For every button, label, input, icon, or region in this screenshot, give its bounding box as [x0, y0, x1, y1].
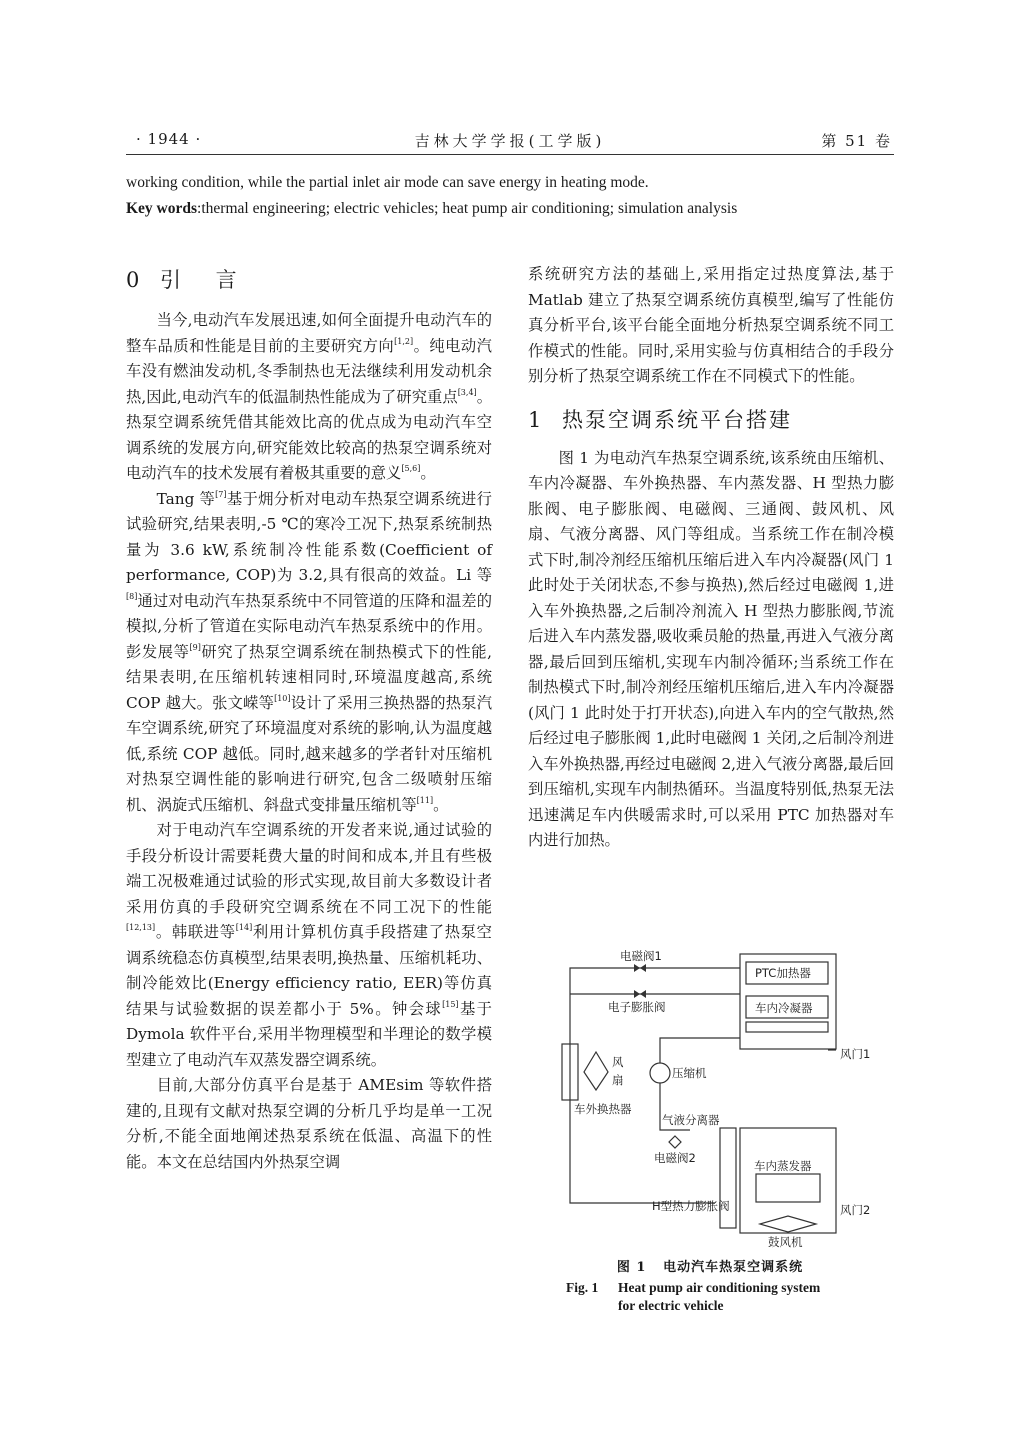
paragraph-continuation: 系统研究方法的基础上,采用指定过热度算法,基于 Matlab 建立了热泵空调系统仿真模型,编写了性能仿真分析平台,该平台能全面地分析热泵空调系统不同工作模式的性能。同时,采用实验与仿真相结合的手段分别分析了热泵空调系统工作在不同模式下的性能。	[528, 265, 894, 385]
hvac-box-lower	[740, 1128, 836, 1233]
label-outdoor-heat-exchanger: 车外换热器	[574, 1102, 632, 1116]
caption-en-number: Fig. 1	[566, 1280, 599, 1295]
page-number: · 1944 ·	[136, 130, 202, 148]
pipe-compressor-out	[660, 1038, 740, 1063]
label-solenoid-valve-1: 电磁阀1	[620, 949, 662, 963]
caption-en-line-2: for electric vehicle	[618, 1298, 724, 1313]
journal-title: 吉林大学学报(工学版)	[414, 132, 606, 150]
text-run: 利用计算机仿真手段搭建了热泵空调系统稳态仿真模型,结果表明,换热量、压缩机耗功、制冷能效比(Energy efficiency ratio, EER)等仿真结果与试验数据的误差都小于 5%。钟会球	[126, 923, 492, 1018]
figure-1-caption-en	[566, 1280, 886, 1314]
text-run: 基于㶲分析对电动车热泵空调系统进行试验研究,结果表明,-5 ℃的寒冷工况下,热泵系统制热量为 3.6 kW,系统制冷性能系数(Coefficient of performance, COP)为 3.2,具有很高的效益。Li 等	[126, 489, 492, 584]
condenser-coil	[746, 1022, 828, 1032]
text-run: 。	[433, 795, 449, 814]
paragraph	[126, 308, 492, 487]
paragraph	[126, 487, 492, 819]
label-in-car-condenser: 车内冷凝器	[755, 1001, 813, 1015]
caption-cn-text: 电动汽车热泵空调系统	[663, 1260, 804, 1275]
figure-1-caption-cn	[560, 1256, 860, 1275]
citation: [8]	[126, 591, 138, 601]
citation: [9]	[189, 642, 201, 652]
text-run: 研究了热泵空调系统在制热模式下的性能,结果表明,在压缩机转速相同时,环境温度越高,系统 COP 越大。张文嵘等	[126, 642, 492, 712]
text-run: Tang 等	[156, 489, 216, 508]
label-h-type-tev: H型热力膨胀阀	[652, 1199, 730, 1213]
text-run: 设计了采用三换热器的热泵汽车空调系统,研究了环境温度对系统的影响,认为温度越低,系统 COP 越低。同时,越来越多的学者针对压缩机对热泵空调性能的影响进行研究,包含二级喷射压缩机、涡旋式压缩机、斜盘式变排量压缩机等	[126, 693, 492, 814]
label-eev: 电子膨胀阀	[608, 1000, 666, 1014]
label-in-car-evaporator: 车内蒸发器	[754, 1159, 812, 1173]
text-run: 当今,电动汽车发展迅速,如何全面提升电动汽车的整车品质和性能是目前的主要研究方向	[126, 311, 492, 355]
section-1-text	[528, 446, 894, 854]
paragraph	[126, 1073, 492, 1175]
label-blower: 鼓风机	[768, 1235, 803, 1248]
keywords-label: Key words	[126, 200, 198, 217]
running-header	[126, 128, 894, 155]
label-damper-1: 风门1	[840, 1047, 871, 1061]
label-solenoid-valve-2: 电磁阀2	[654, 1151, 696, 1165]
text-run: 基于 Dymola 软件平台,采用半物理模型和半理论的数学模型建立了电动汽车双蒸发器空调系统。	[126, 999, 492, 1069]
text-run: 通过对电动汽车热泵系统中不同管道的压降和温差的模拟,分析了管道在实际电动汽车热泵系统中的作用。彭发展等	[126, 591, 492, 661]
citation: [11]	[416, 795, 434, 805]
label-gas-liquid-separator: 气液分离器	[662, 1113, 720, 1127]
text-run: 。纯电动汽车没有燃油发动机,冬季制热也无法继续利用发动机余热,因此,电动汽车的低温制热性能成为了研究重点	[126, 336, 492, 406]
section-1-title: 热泵空调系统平台搭建	[562, 407, 792, 432]
gas-liquid-separator-box	[720, 1128, 736, 1228]
paragraph	[126, 818, 492, 1073]
right-column-text	[528, 262, 894, 390]
eev-symbol	[634, 990, 646, 998]
section-0-number: 0	[126, 268, 140, 292]
citation: [5,6]	[401, 464, 421, 473]
section-1-heading	[528, 404, 894, 434]
right-column	[528, 262, 894, 854]
citation: [3,4]	[457, 387, 477, 397]
blower-symbol	[760, 1216, 816, 1232]
keywords-line	[126, 200, 894, 218]
solenoid-valve-1-symbol	[634, 964, 646, 972]
figure-1-diagram	[550, 948, 880, 1248]
section-0-title: 引 言	[160, 268, 251, 292]
section-0-heading	[126, 264, 492, 294]
citation: [1,2]	[394, 336, 414, 346]
left-column	[126, 264, 492, 1175]
citation: [12,13]	[126, 923, 156, 932]
text-run: 。热泵空调系统凭借其能效比高的优点成为电动汽车空调系统的发展方向,研究能效比较高的热泵空调系统对电动汽车的技术发展有着极其重要的意义	[126, 387, 492, 482]
label-fan-2: 扇	[612, 1073, 624, 1087]
caption-en-line-1: Heat pump air conditioning system	[618, 1280, 821, 1295]
label-fan: 风	[612, 1055, 624, 1069]
text-run: 。	[420, 464, 436, 482]
compressor-circle	[650, 1063, 670, 1083]
citation: [10]	[274, 693, 291, 703]
left-column-text	[126, 308, 492, 1175]
abstract-tail: working condition, while the partial inlet air mode can save energy in heating mode.	[126, 174, 649, 191]
label-ptc-heater: PTC加热器	[755, 966, 811, 980]
fan-blade	[584, 1052, 608, 1090]
citation: [7]	[215, 489, 227, 499]
text-run: 对于电动汽车空调系统的开发者来说,通过试验的手段分析设计需要耗费大量的时间和成本,并且有些极端工况极难通过试验的形式实现,故目前大多数设计者采用仿真的手段研究空调系统在不同工况下的性能	[126, 821, 492, 916]
label-compressor: 压缩机	[672, 1066, 707, 1080]
section-1-number: 1	[528, 407, 542, 432]
paragraph-system-description: 图 1 为电动汽车热泵空调系统,该系统由压缩机、车内冷凝器、车外换热器、车内蒸发器、H 型热力膨胀阀、电子膨胀阀、电磁阀、三通阀、鼓风机、风扇、气液分离器、风门等组成。当系统工作在制冷模式下时,制冷剂经压缩机压缩后进入车内冷凝器(风门 1 此时处于关闭状态,不参与换热),然后经过电磁阀 1,进入车外换热器,之后制冷剂流入 H 型热力膨胀阀,节流后进入车内蒸发器,吸收乘员舱的热量,再进入气液分离器,最后回到压缩机,实现车内制冷循环;当系统工作在制热模式下时,制冷剂经压缩机压缩后,进入车内冷凝器(风门 1 此时处于打开状态),向进入车内的空气散热,然后经过电子膨胀阀 1,此时电磁阀 1 关闭,之后制冷剂进入车外换热器,再经过电磁阀 2,进入气液分离器,最后回到压缩机,实现车内制热循环。当温度特别低,热泵无法迅速满足车内供暖需求时,可以采用 PTC 加热器对车内进行加热。	[528, 448, 894, 849]
volume-label: 第 51 卷	[821, 132, 892, 150]
label-damper-2: 风门2	[840, 1203, 871, 1217]
in-car-evaporator-box	[756, 1174, 820, 1202]
solenoid-valve-2-symbol	[669, 1136, 681, 1148]
text-run: 目前,大部分仿真平台是基于 AMEsim 等软件搭建的,且现有文献对热泵空调的分析几乎均是单一工况分析,不能全面地阐述热泵系统在低温、高温下的性能。本文在总结国内外热泵空调	[126, 1076, 492, 1171]
citation: [14]	[235, 923, 253, 932]
citation: [15]	[442, 999, 459, 1009]
caption-cn-number: 图 1	[616, 1260, 647, 1275]
text-run: 。韩联进等	[155, 923, 236, 941]
keywords-text: :thermal engineering; electric vehicles; heat pump air conditioning; simulation analysis	[197, 200, 738, 217]
